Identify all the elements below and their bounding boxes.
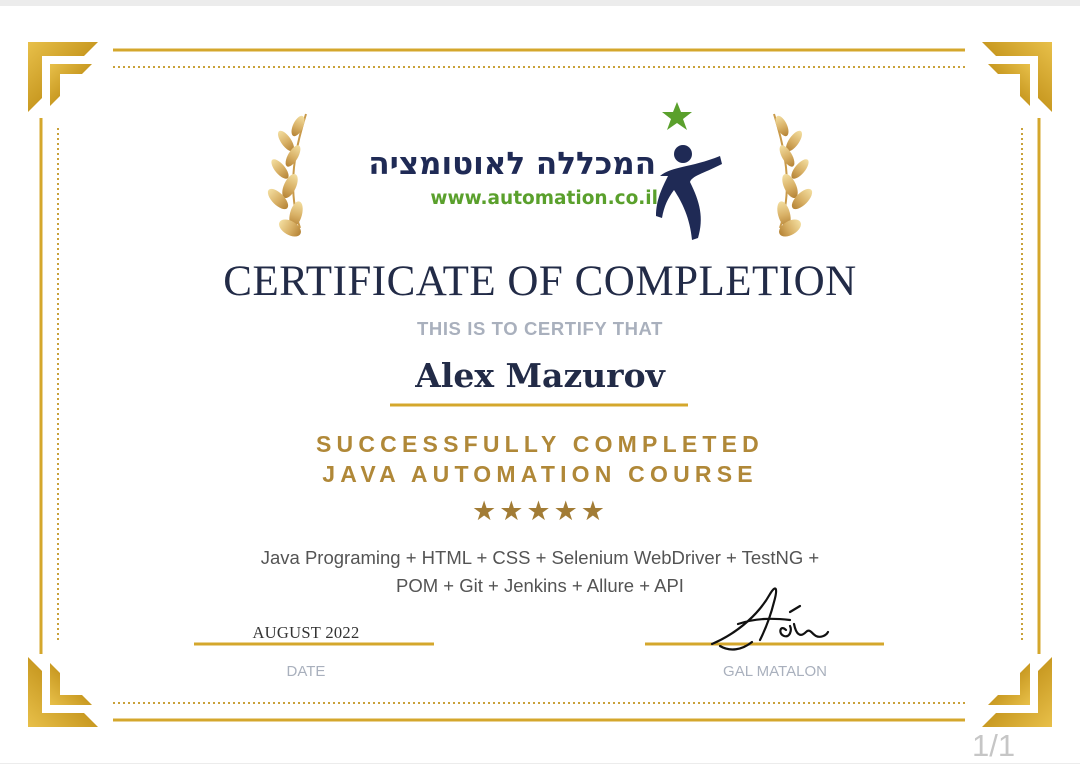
corner-ornament-bottom-right xyxy=(982,657,1052,727)
certificate-page xyxy=(0,6,1080,763)
rating-stars: ★★★★★ xyxy=(471,496,609,527)
logo-hebrew-text: המכללה לאוטומציה xyxy=(368,146,656,182)
logo-url: www.automation.co.il xyxy=(430,188,658,209)
page-indicator: 1/1 xyxy=(972,728,1016,763)
skills-line-1: Java Programing + HTML + CSS + Selenium WebDriver + TestNG + xyxy=(260,547,820,568)
completed-line-1: SUCCESSFULLY COMPLETED xyxy=(316,431,764,457)
corner-ornament-top-left xyxy=(28,42,98,112)
recipient-name: Alex Mazurov xyxy=(415,356,665,395)
certificate-title: CERTIFICATE OF COMPLETION xyxy=(223,258,857,305)
completed-line-2: JAVA AUTOMATION COURSE xyxy=(322,461,758,487)
date-label: DATE xyxy=(286,663,326,680)
laurel-right-icon xyxy=(773,114,816,240)
laurel-left-icon xyxy=(265,114,308,240)
date-value: AUGUST 2022 xyxy=(252,623,360,642)
corner-ornament-top-right xyxy=(982,42,1052,112)
skills-line-2: POM + Git + Jenkins + Allure + API xyxy=(396,575,684,596)
signatory-label: GAL MATALON xyxy=(723,663,827,680)
corner-ornament-bottom-left xyxy=(28,657,98,727)
skills-list xyxy=(170,544,910,600)
certify-text: THIS IS TO CERTIFY THAT xyxy=(416,318,664,339)
logo-star-icon xyxy=(662,102,692,130)
logo-figure-icon xyxy=(656,102,722,240)
